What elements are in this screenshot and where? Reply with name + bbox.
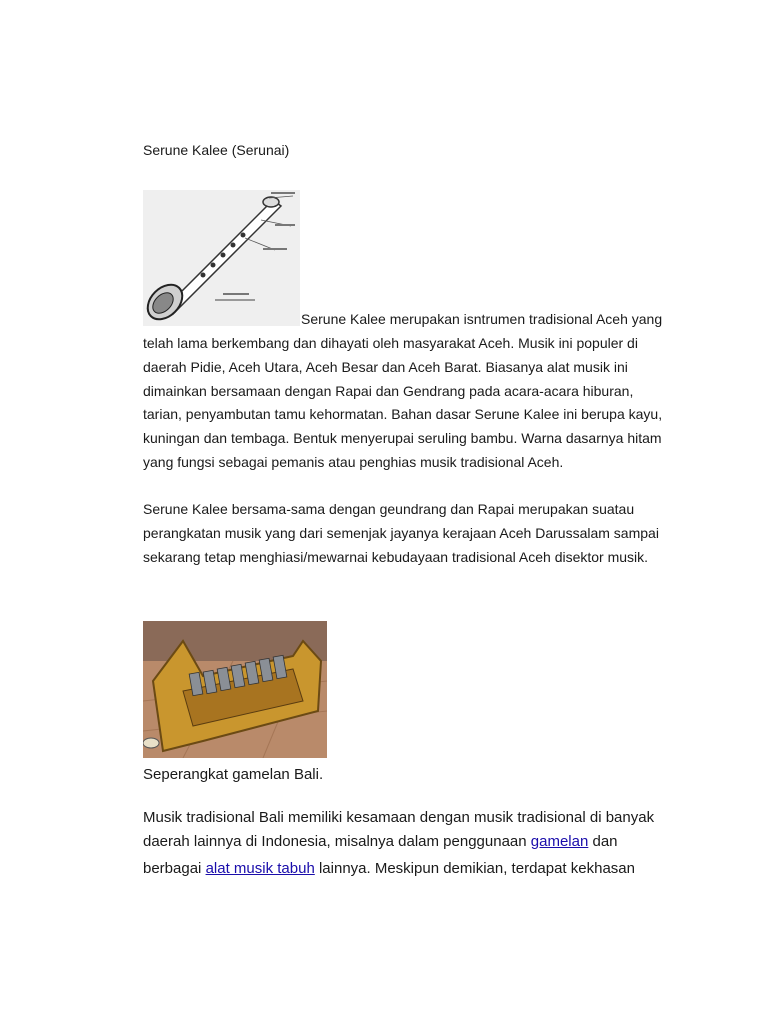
para2-line-1: Serune Kalee bersama-sama dengan geundrang dan Rapai merupakan suatau — [143, 501, 635, 517]
gamelan-bali-image — [143, 621, 327, 758]
gamelan-link[interactable]: gamelan — [530, 833, 589, 850]
para2-line-3: sekarang tetap menghiasi/mewarnai kebudayaan tradisional Aceh disektor musik. — [143, 549, 649, 565]
serune-kalee-drawing — [143, 190, 300, 326]
line3-text-after: lainnya. Meskipun demikian, terdapat kekhasan — [314, 860, 635, 877]
para2-line-2: perangkatan musik yang dari semenjak jayanya kerajaan Aceh Darussalam sampai — [143, 525, 659, 541]
section-title: Serune Kalee (Serunai) — [143, 142, 290, 158]
para1-line-3: daerah Pidie, Aceh Utara, Aceh Besar dan Aceh Barat. Biasanya alat musik ini — [143, 359, 628, 375]
bali-para-line-1: Musik tradisional Bali memiliki kesamaan dengan musik tradisional di banyak — [143, 809, 655, 826]
para1-line-6: kuningan dan tembaga. Bentuk menyerupai seruling bambu. Warna dasarnya hitam — [143, 430, 662, 446]
bali-para-line-3 — [143, 857, 635, 881]
line2-text-before: daerah lainnya di Indonesia, misalnya dalam penggunaan — [143, 833, 531, 850]
para1-line-5: tarian, penyambutan tamu kehormatan. Bahan dasar Serune Kalee ini berupa kayu, — [143, 406, 663, 422]
line2-text-after: dan — [588, 833, 618, 850]
gamelan-photo — [143, 621, 327, 758]
line3-text-before: berbagai — [143, 860, 206, 877]
para1-line-7: yang fungsi sebagai pemanis atau penghias musik tradisional Aceh. — [143, 454, 564, 470]
para1-line-4: dimainkan bersamaan dengan Rapai dan Gendrang pada acara-acara hiburan, — [143, 383, 634, 399]
alat-musik-tabuh-link[interactable]: alat musik tabuh — [205, 860, 315, 877]
serune-kalee-image — [143, 190, 300, 326]
gamelan-caption: Seperangkat gamelan Bali. — [143, 766, 324, 783]
bali-para-line-2 — [143, 830, 618, 854]
para1-line-1: Serune Kalee merupakan isntrumen tradisional Aceh yang — [301, 311, 663, 327]
para1-line-2: telah lama berkembang dan dihayati oleh masyarakat Aceh. Musik ini populer di — [143, 335, 638, 351]
